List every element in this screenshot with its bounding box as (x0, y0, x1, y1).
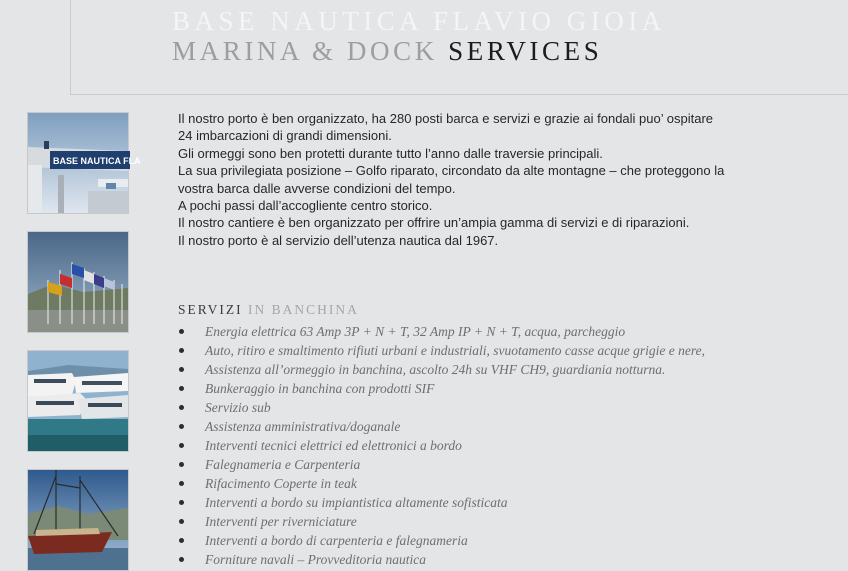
header-horizontal-rule (70, 94, 848, 95)
subtitle-light: MARINA & DOCK (172, 36, 449, 66)
list-item: Auto, ritiro e smaltimento rifiuti urbani e industriali, svuotamento casse acque grigie e nere, (178, 341, 705, 360)
intro-line: Il nostro porto è al servizio dell’utenza nautica dal 1967. (178, 232, 499, 248)
list-item: Interventi a bordo su impiantistica altamente sofisticata (178, 493, 705, 512)
list-item: Falegnameria e Carpenteria (178, 455, 705, 474)
list-item: Forniture navali – Provveditoria nautica (178, 550, 705, 569)
list-item: Rifacimento Coperte in teak (178, 474, 705, 493)
intro-line: Gli ormeggi sono ben protetti durante tutto l’anno dalle traversie principali. (178, 145, 603, 161)
sailboat-photo-icon (28, 470, 128, 570)
list-item: Interventi per riverniciature (178, 512, 705, 531)
intro-line: 24 imbarcazioni di grandi dimensioni. (178, 128, 392, 144)
list-item: Bunkeraggio in banchina con prodotti SIF (178, 379, 705, 398)
flags-photo-icon (28, 232, 128, 332)
section-title-light: IN BANCHINA (248, 302, 359, 317)
header-vertical-rule (70, 0, 71, 95)
services-section-title (178, 302, 359, 318)
marina-sign-photo (27, 112, 141, 214)
subtitle-dark: SERVICES (448, 36, 603, 66)
list-item: Servizio sub (178, 398, 705, 417)
sailboat-photo (27, 469, 129, 571)
yachts-photo-icon (28, 351, 128, 451)
list-item: Interventi a bordo di carpenteria e falegnameria (178, 531, 705, 550)
intro-line: La sua privilegiata posizione – Golfo riparato, circondato da alte montagne – che proteggono la (178, 163, 725, 179)
page-subtitle (172, 36, 602, 67)
intro-text (178, 110, 828, 249)
list-item: Assistenza amministrativa/doganale (178, 417, 705, 436)
list-item: Assistenza all’ormeggio in banchina, ascolto 24h su VHF CH9, guardiania notturna. (178, 360, 705, 379)
intro-line: vostra barca dalle avverse condizioni del tempo. (178, 180, 456, 196)
yachts-photo (27, 350, 129, 452)
sign-text: BASE NAUTICA FLA (53, 156, 141, 166)
intro-line: A pochi passi dall’accogliente centro storico. (178, 198, 433, 214)
intro-line: Il nostro porto è ben organizzato, ha 280 posti barca e servizi e grazie ai fondali puo’ ospitare (178, 111, 714, 126)
page-title: BASE NAUTICA FLAVIO GIOIA (172, 6, 666, 36)
marina-sign-photo-icon (28, 113, 141, 213)
list-item: Interventi tecnici elettrici ed elettronici a bordo (178, 436, 705, 455)
flags-photo (27, 231, 129, 333)
services-list (178, 322, 705, 569)
section-title-dark: SERVIZI (178, 302, 249, 317)
list-item: Energia elettrica 63 Amp 3P + N + T, 32 Amp IP + N + T, acqua, parcheggio (178, 322, 705, 341)
intro-line: Il nostro cantiere è ben organizzato per offrire un’ampia gamma di servizi e di riparazioni. (178, 215, 690, 231)
